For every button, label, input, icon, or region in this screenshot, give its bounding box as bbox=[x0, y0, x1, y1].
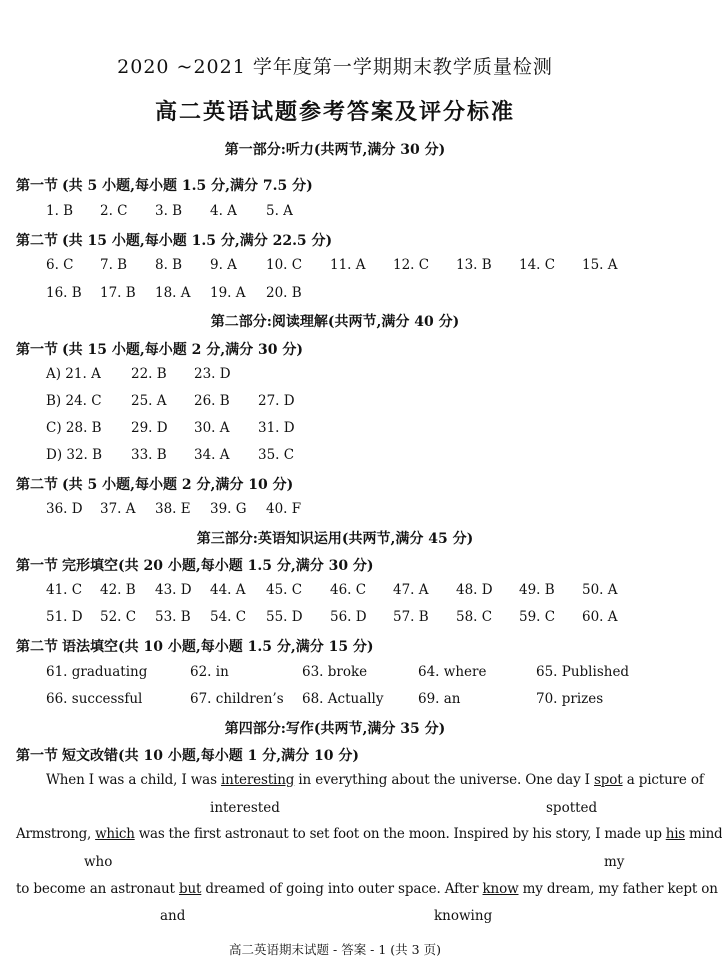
part1-sec2-heading bbox=[16, 230, 332, 250]
answer-item: 68. Actually bbox=[302, 691, 384, 707]
answer-item: 69. an bbox=[418, 691, 461, 707]
answer-item: 62. in bbox=[190, 664, 229, 680]
answer-item: B) 24. C bbox=[46, 393, 102, 409]
section-label: 第一节 bbox=[16, 342, 58, 358]
answer-item: 31. D bbox=[258, 420, 295, 436]
answer-item: 64. where bbox=[418, 664, 487, 680]
answer-item: 46. C bbox=[330, 582, 367, 598]
answer-item: 3. B bbox=[155, 203, 183, 219]
answer-item: 8. B bbox=[155, 257, 183, 273]
passage-text: a picture of bbox=[622, 772, 704, 788]
section-desc: 短文改错(共 10 小题,每小题 1 分,满分 10 分) bbox=[62, 748, 359, 764]
answer-item: 33. B bbox=[131, 447, 167, 463]
answer-item: 27. D bbox=[258, 393, 295, 409]
answer-item: 39. G bbox=[210, 501, 247, 517]
error-word: but bbox=[178, 881, 202, 897]
section-desc: (共 15 小题,每小题 1.5 分,满分 22.5 分) bbox=[62, 233, 333, 249]
part4-sec1-heading bbox=[16, 745, 359, 765]
part3-sec1-heading bbox=[16, 555, 374, 575]
answer-item: 58. C bbox=[456, 609, 493, 625]
answer-item: 29. D bbox=[131, 420, 168, 436]
answer-item: 9. A bbox=[210, 257, 237, 273]
correction-word: spotted bbox=[546, 800, 598, 816]
answer-item: 55. D bbox=[266, 609, 303, 625]
answer-item: 44. A bbox=[210, 582, 246, 598]
passage-text: When I was a child, I was bbox=[46, 772, 221, 788]
answer-item: 7. B bbox=[100, 257, 128, 273]
error-word: which bbox=[95, 826, 135, 842]
answer-item: 20. B bbox=[266, 285, 302, 301]
exam-title: 2020 ~2021 学年度第一学期期末教学质量检测 bbox=[117, 56, 553, 78]
answer-item: 56. D bbox=[330, 609, 367, 625]
answer-item: 6. C bbox=[46, 257, 74, 273]
answer-item: 41. C bbox=[46, 582, 83, 598]
section-label: 第二节 bbox=[16, 233, 58, 249]
error-word: spot bbox=[594, 772, 623, 788]
answer-item: 60. A bbox=[582, 609, 618, 625]
answer-item: 23. D bbox=[194, 366, 231, 382]
answer-item: 48. D bbox=[456, 582, 493, 598]
answer-item: 17. B bbox=[100, 285, 136, 301]
answer-item: 57. B bbox=[393, 609, 429, 625]
error-word: his bbox=[665, 826, 685, 842]
answer-item: 43. D bbox=[155, 582, 192, 598]
section-label: 第一节 bbox=[16, 748, 58, 764]
answer-item: 67. children’s bbox=[190, 691, 284, 707]
answer-item: 30. A bbox=[194, 420, 230, 436]
correction-word: interested bbox=[210, 800, 280, 816]
part1-heading: 第一部分:听力(共两节,满分 30 分) bbox=[224, 142, 446, 158]
passage-text: Armstrong, bbox=[16, 826, 96, 842]
part4-heading: 第四部分:写作(共两节,满分 35 分) bbox=[224, 721, 446, 737]
error-word: know bbox=[482, 881, 519, 897]
correction-word: who bbox=[84, 854, 113, 870]
answer-item: 4. A bbox=[210, 203, 237, 219]
answer-item: 61. graduating bbox=[46, 664, 148, 680]
answer-item: 45. C bbox=[266, 582, 303, 598]
part3-heading: 第三部分:英语知识运用(共两节,满分 45 分) bbox=[196, 531, 474, 547]
passage-text: to become an astronaut bbox=[16, 881, 179, 897]
answer-item: 26. B bbox=[194, 393, 230, 409]
answer-item: 10. C bbox=[266, 257, 303, 273]
answer-item: 52. C bbox=[100, 609, 137, 625]
answer-item: 65. Published bbox=[536, 664, 630, 680]
answer-item: 22. B bbox=[131, 366, 167, 382]
answer-item: 50. A bbox=[582, 582, 618, 598]
answer-item: 11. A bbox=[330, 257, 366, 273]
section-desc: 完形填空(共 20 小题,每小题 1.5 分,满分 30 分) bbox=[62, 558, 374, 574]
answer-item: 66. successful bbox=[46, 691, 143, 707]
answer-item: 12. C bbox=[393, 257, 430, 273]
part1-sec1-heading bbox=[16, 175, 313, 195]
correction-word: and bbox=[160, 908, 186, 924]
answer-item: 2. C bbox=[100, 203, 128, 219]
answer-item: 1. B bbox=[46, 203, 74, 219]
answer-item: 14. C bbox=[519, 257, 556, 273]
passage-text: mind bbox=[684, 826, 722, 842]
answer-item: 19. A bbox=[210, 285, 246, 301]
answer-item: 25. A bbox=[131, 393, 167, 409]
section-label: 第二节 bbox=[16, 477, 58, 493]
answer-item: 36. D bbox=[46, 501, 83, 517]
part2-sec2-heading bbox=[16, 474, 293, 494]
correction-word: knowing bbox=[434, 908, 493, 924]
section-label: 第二节 bbox=[16, 639, 58, 655]
answer-item: 16. B bbox=[46, 285, 82, 301]
answer-item: 37. A bbox=[100, 501, 136, 517]
error-word: interesting bbox=[221, 772, 295, 788]
answer-item: 54. C bbox=[210, 609, 247, 625]
section-label: 第一节 bbox=[16, 558, 58, 574]
passage-text: was the first astronaut to set foot on the moon. Inspired by his story, I made up bbox=[134, 826, 666, 842]
part2-sec1-heading bbox=[16, 339, 303, 359]
passage-text: my dream, my father kept on bbox=[518, 881, 718, 897]
section-desc: 语法填空(共 10 小题,每小题 1.5 分,满分 15 分) bbox=[62, 639, 374, 655]
answer-item: 18. A bbox=[155, 285, 191, 301]
answer-item: 34. A bbox=[194, 447, 230, 463]
correction-word: my bbox=[604, 854, 625, 870]
passage-line-2 bbox=[16, 826, 722, 842]
section-desc: (共 15 小题,每小题 2 分,满分 30 分) bbox=[62, 342, 303, 358]
answer-item: C) 28. B bbox=[46, 420, 102, 436]
answer-item: 49. B bbox=[519, 582, 555, 598]
passage-text: dreamed of going into outer space. After bbox=[201, 881, 483, 897]
page-title: 高二英语试题参考答案及评分标准 bbox=[154, 99, 515, 125]
part2-heading: 第二部分:阅读理解(共两节,满分 40 分) bbox=[210, 314, 460, 330]
part3-sec2-heading bbox=[16, 636, 374, 656]
answer-item: 47. A bbox=[393, 582, 429, 598]
passage-line-3 bbox=[16, 881, 718, 897]
answer-item: 13. B bbox=[456, 257, 492, 273]
answer-item: D) 32. B bbox=[46, 447, 103, 463]
answer-item: 53. B bbox=[155, 609, 191, 625]
answer-item: 42. B bbox=[100, 582, 136, 598]
answer-item: 51. D bbox=[46, 609, 83, 625]
answer-item: 5. A bbox=[266, 203, 293, 219]
answer-item: 63. broke bbox=[302, 664, 368, 680]
answer-item: 35. C bbox=[258, 447, 295, 463]
passage-text: in everything about the universe. One day I bbox=[294, 772, 595, 788]
answer-item: 38. E bbox=[155, 501, 191, 517]
answer-item: 59. C bbox=[519, 609, 556, 625]
section-desc: (共 5 小题,每小题 2 分,满分 10 分) bbox=[62, 477, 294, 493]
answer-item: 15. A bbox=[582, 257, 618, 273]
section-desc: (共 5 小题,每小题 1.5 分,满分 7.5 分) bbox=[62, 178, 313, 194]
answer-item: 70. prizes bbox=[536, 691, 604, 707]
section-label: 第一节 bbox=[16, 178, 58, 194]
answer-item: 40. F bbox=[266, 501, 302, 517]
passage-line-1 bbox=[46, 772, 704, 788]
answer-item: A) 21. A bbox=[46, 366, 101, 382]
page-footer: 高二英语期末试题 - 答案 - 1 (共 3 页) bbox=[229, 942, 441, 957]
